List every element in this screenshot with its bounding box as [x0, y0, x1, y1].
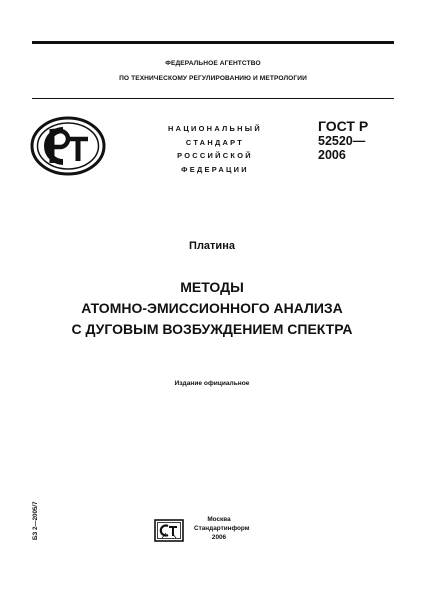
title-line-1: МЕТОДЫ — [180, 279, 244, 295]
gost-number-line-2: 2006 — [318, 148, 346, 162]
title-line-3: С ДУГОВЫМ ВОЗБУЖДЕНИЕМ СПЕКТРА — [71, 321, 353, 337]
header-divider — [32, 98, 394, 99]
agency-line-1: ФЕДЕРАЛЬНОЕ АГЕНТСТВО — [165, 60, 261, 67]
publisher-city: Москва — [207, 516, 231, 523]
standard-line-1: НАЦИОНАЛЬНЫЙ — [168, 124, 262, 133]
top-rule — [32, 41, 394, 44]
national-standard-caption — [140, 122, 290, 176]
standartinform-logo-icon — [154, 519, 184, 542]
publisher-info — [194, 515, 250, 542]
standard-line-2: СТАНДАРТ — [185, 137, 245, 147]
standard-line-4: ФЕДЕРАЦИИ — [181, 164, 249, 174]
rst-emblem-icon — [30, 116, 106, 176]
title-line-2: АТОМНО-ЭМИССИОННОГО АНАЛИЗА — [81, 300, 343, 316]
side-code: БЗ 2—2005/7 — [32, 501, 39, 540]
subject-heading: Платина — [189, 240, 235, 252]
agency-line-2: ПО ТЕХНИЧЕСКОМУ РЕГУЛИРОВАНИЮ И МЕТРОЛОГИИ — [119, 75, 307, 82]
gost-label: ГОСТ Р — [318, 118, 369, 134]
edition-note: Издание официальное — [174, 380, 250, 387]
gost-designation — [318, 118, 368, 162]
publisher-name: Стандартинформ — [194, 525, 250, 532]
gost-number-line-1: 52520— — [318, 134, 366, 148]
standard-line-3: РОССИЙСКОЙ — [177, 151, 253, 160]
document-title — [0, 277, 424, 340]
publisher-year: 2006 — [211, 534, 227, 541]
